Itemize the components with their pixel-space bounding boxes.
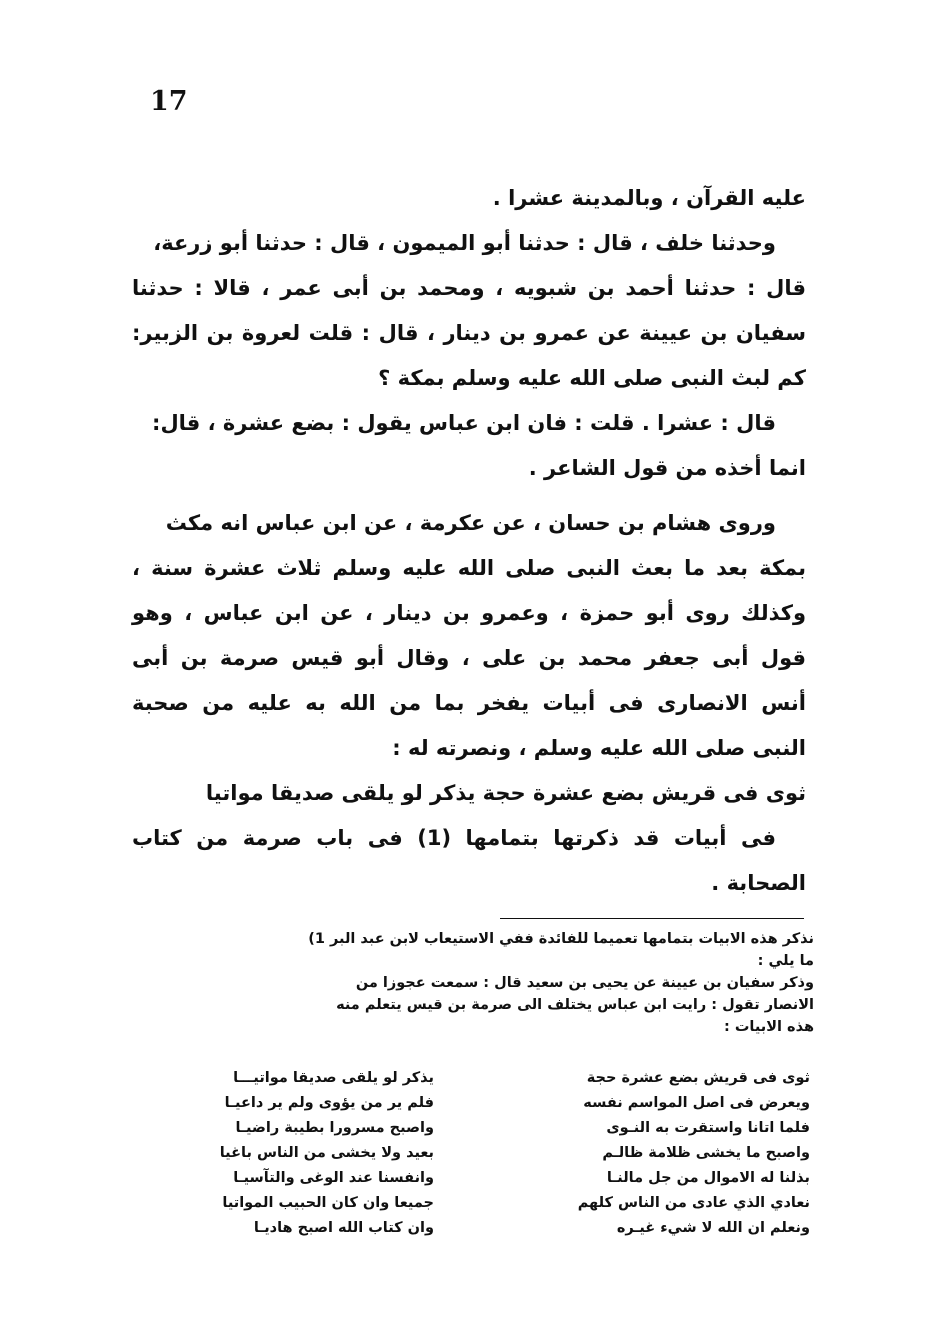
body-line: قول أبى جعفر محمد بن على ، وقال أبو قيس صرمة بن أبى [132,646,806,670]
poem-hemistich-second: بعيد ولا يخشى من الناس باغيا [219,1145,434,1161]
body-text [132,176,806,906]
body-line: كم لبث النبى صلى الله عليه وسلم بمكة ؟ [378,366,806,390]
footnote-divider [500,918,804,919]
body-line: فى أبيات قد ذكرتها بتمامها (1) فى باب صرمة من كتاب [132,826,776,850]
poem-row [134,1116,810,1141]
poem-hemistich-first: ويعرض فى اصل المواسم نفسه [583,1095,810,1111]
body-line: عليه القرآن ، وبالمدينة عشرا . [492,186,806,210]
verse-line: ثوى فى قريش بضع عشرة حجة يذكر لو يلقى صديقا مواتيا [205,781,806,805]
footnote-marker: 1) [308,931,325,947]
footnote-line: ما يلي : [757,953,814,969]
poem-hemistich-second: جميعا وان كان الحبيب المواتيا [222,1195,434,1211]
footnote-line: هذه الابيات : [723,1019,814,1035]
footnote-line: الانصار تقول : رايت ابن عباس يختلف الى صرمة بن قيس يتعلم منه [336,997,814,1013]
body-line: قال : حدثنا أحمد بن شبويه ، ومحمد بن أبى عمر ، قالا : حدثنا [132,276,806,300]
page-number: 17 [150,86,188,117]
body-line: أنس الانصارى فى أبيات يفخر بما من الله به عليه من صحبة [132,691,806,715]
poem-hemistich-first: فلما اتانا واستقرت به النـوى [606,1120,810,1136]
poem-hemistich-first: بذلنا له الاموال من جل مالنـا [606,1170,810,1186]
body-line: وحدثنا خلف ، قال : حدثنا أبو الميمون ، قال : حدثنا أبو زرعة، [153,231,776,255]
footnote [134,928,814,1038]
footnote-text: نذكر هذه الابيات بتمامها تعميما للفائدة ففي الاستيعاب لابن عبد البر [330,931,814,947]
body-line: قال : عشرا . قلت : فان ابن عباس يقول : بضع عشرة ، قال: [152,411,776,435]
body-line: سفيان بن عيينة عن عمرو بن دينار ، قال : قلت لعروة بن الزبير: [132,321,806,345]
body-line: وروى هشام بن حسان ، عن عكرمة ، عن ابن عباس انه مكث [165,511,776,535]
poem-row [134,1141,810,1166]
poem-row [134,1191,810,1216]
body-line: انما أخذه من قول الشاعر . [528,456,806,480]
body-line: الصحابة . [711,871,806,895]
footnote-line [134,928,814,950]
body-line: بمكة بعد ما بعث النبى صلى الله عليه وسلم ثلاث عشرة سنة ، [132,556,806,580]
poem-hemistich-first: ثوى فى قريش بضع عشرة حجة [586,1070,810,1086]
poem-hemistich-first: ونعلم ان الله لا شيء غيـره [616,1220,810,1236]
body-line: النبى صلى الله عليه وسلم ، ونصرته له : [392,736,806,760]
poem-hemistich-first: نعادي الذي عادى من الناس كلهم [577,1195,810,1211]
poem-row [134,1166,810,1191]
poem-hemistich-first: واصبح ما يخشى ظلامة ظالـم [602,1145,810,1161]
body-line: وكذلك روى أبو حمزة ، وعمرو بن دينار ، عن ابن عباس ، وهو [132,601,806,625]
poem-hemistich-second: فلم ير من يؤوى ولم ير داعيـا [224,1095,434,1111]
poem-hemistich-second: وانفسنا عند الوغى والتآسيـا [233,1170,434,1186]
poem-hemistich-second: يذكر لو يلقى صديقا مواتيـــا [233,1070,434,1086]
poem [134,1066,810,1241]
footnote-line: وذكر سفيان بن عيينة عن يحيى بن سعيد قال : سمعت عجوزا من [355,975,814,991]
poem-row [134,1066,810,1091]
poem-hemistich-second: واصبح مسرورا بطيبة راضيـا [235,1120,434,1136]
poem-hemistich-second: وان كتاب الله اصبح هاديـا [253,1220,434,1236]
poem-row [134,1216,810,1241]
poem-row [134,1091,810,1116]
